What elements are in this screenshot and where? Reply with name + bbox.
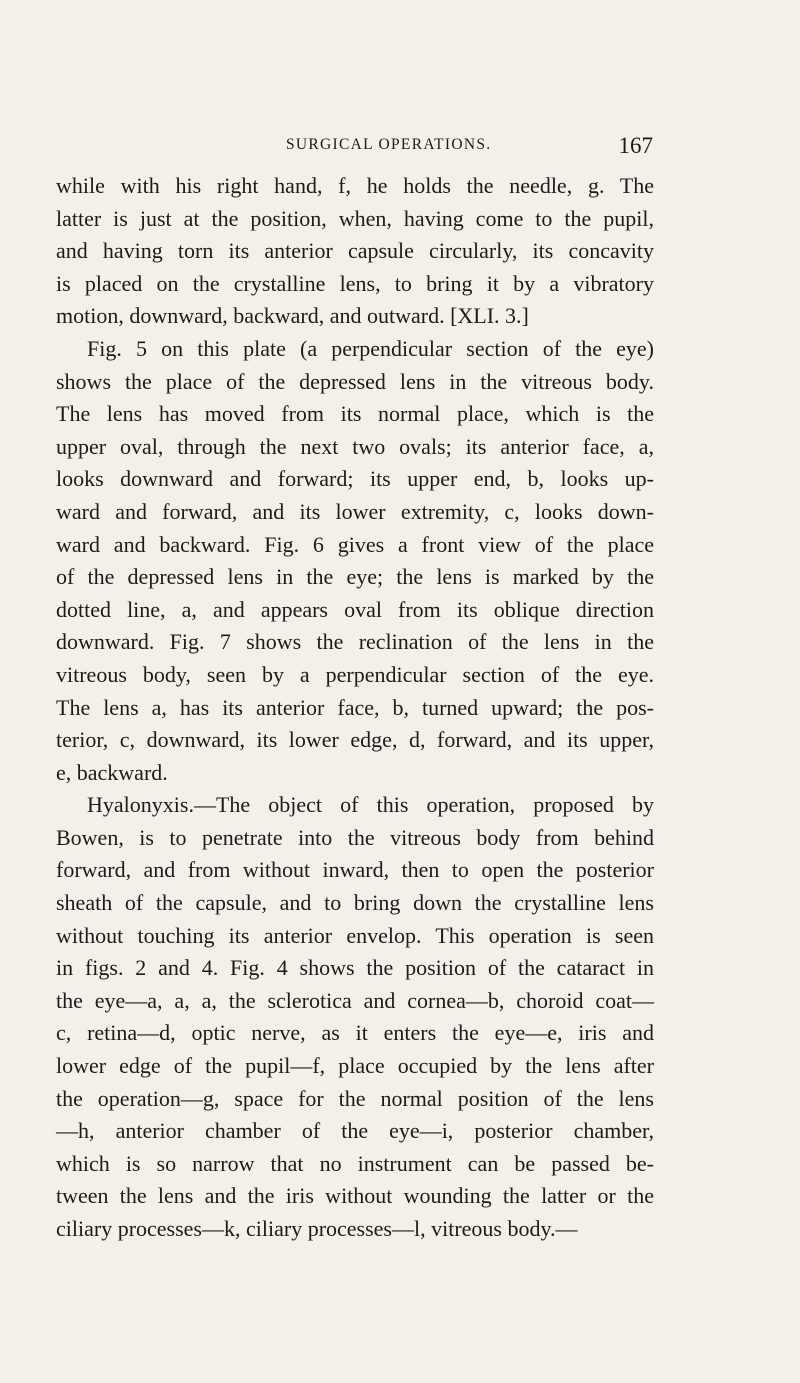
- text-line: Bowen, is to penetrate into the vitreous body from behind: [56, 824, 654, 850]
- text-line: vitreous body, seen by a perpendicular section of the eye.: [56, 661, 654, 687]
- body-text: [56, 170, 654, 1246]
- text-line: looks downward and forward; its upper end, b, looks up-: [56, 466, 654, 492]
- text-line: without touching its anterior envelop. This operation is seen: [56, 922, 654, 948]
- text-line: forward, and from without inward, then to open the posterior: [56, 857, 654, 883]
- text-line: c, retina—d, optic nerve, as it enters the eye—e, iris and: [56, 1020, 654, 1046]
- running-head-title: SURGICAL OPERATIONS.: [286, 136, 492, 153]
- text-line: tween the lens and the iris without wounding the latter or the: [56, 1183, 654, 1209]
- text-line: ward and backward. Fig. 6 gives a front view of the place: [56, 531, 654, 557]
- text-line: the eye—a, a, a, the sclerotica and cornea—b, choroid coat—: [56, 987, 654, 1013]
- running-head: [0, 133, 653, 166]
- text-line: terior, c, downward, its lower edge, d, forward, and its upper,: [56, 727, 654, 753]
- text-line: of the depressed lens in the eye; the lens is marked by the: [56, 564, 654, 590]
- text-line: is placed on the crystalline lens, to bring it by a vibratory: [56, 270, 654, 296]
- text-line: upper oval, through the next two ovals; its anterior face, a,: [56, 433, 654, 459]
- text-line: —h, anterior chamber of the eye—i, posterior chamber,: [56, 1118, 654, 1144]
- page-number: 167: [618, 133, 653, 158]
- text-line: downward. Fig. 7 shows the reclination of the lens in the: [56, 629, 654, 655]
- text-line: Hyalonyxis.—The object of this operation, proposed by: [87, 792, 654, 818]
- text-line: sheath of the capsule, and to bring down the crystalline lens: [56, 890, 654, 916]
- text-line: e, backward.: [56, 759, 168, 785]
- text-line: which is so narrow that no instrument can be passed be-: [56, 1150, 654, 1176]
- text-line: shows the place of the depressed lens in the vitreous body.: [56, 368, 654, 394]
- text-line: The lens a, has its anterior face, b, turned upward; the pos-: [56, 694, 654, 720]
- text-line: Fig. 5 on this plate (a perpendicular section of the eye): [87, 335, 654, 361]
- text-line: dotted line, a, and appears oval from its oblique direction: [56, 596, 654, 622]
- text-line: and having torn its anterior capsule circularly, its concavity: [56, 238, 654, 264]
- text-line: lower edge of the pupil—f, place occupied by the lens after: [56, 1053, 654, 1079]
- text-line: in figs. 2 and 4. Fig. 4 shows the position of the cataract in: [56, 955, 654, 981]
- text-line: The lens has moved from its normal place, which is the: [56, 401, 654, 427]
- text-line: ciliary processes—k, ciliary processes—l, vitreous body.—: [56, 1216, 578, 1241]
- text-line: the operation—g, space for the normal position of the lens: [56, 1085, 654, 1111]
- text-line: motion, downward, backward, and outward. [XLI. 3.]: [56, 303, 529, 329]
- text-line: ward and forward, and its lower extremity, c, looks down-: [56, 498, 654, 524]
- text-line: latter is just at the position, when, having come to the pupil,: [56, 205, 654, 231]
- text-line: while with his right hand, f, he holds the needle, g. The: [56, 173, 654, 198]
